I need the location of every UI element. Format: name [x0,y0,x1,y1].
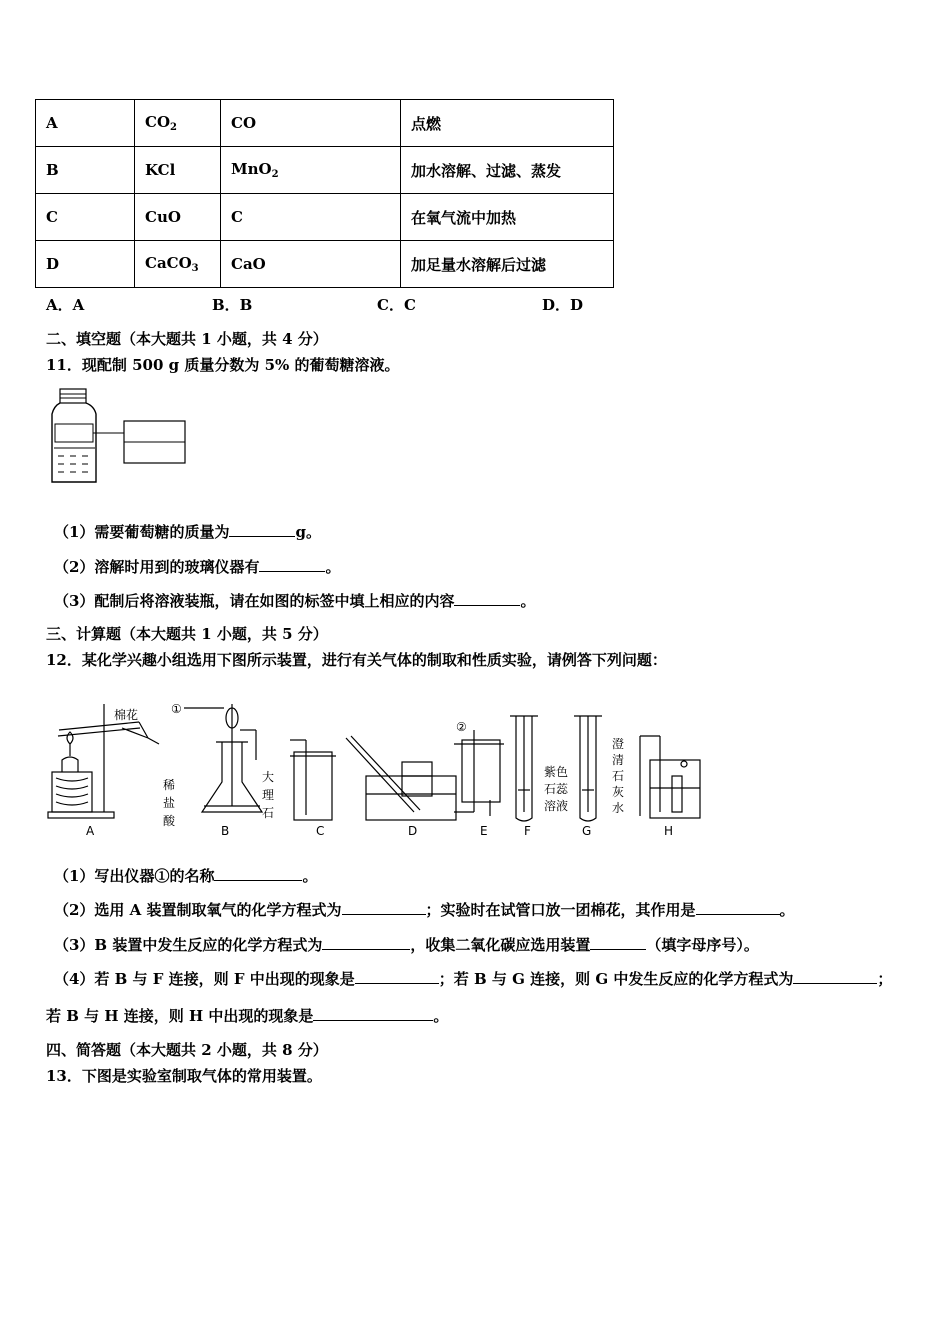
section-title: 四、简答题（本大题共 2 小题，共 8 分） [46,1041,328,1059]
answer-blank[interactable] [313,1006,433,1021]
table-cell: 加足量水溶解后过滤 [401,241,614,288]
label-b: B [221,824,230,838]
q12-part4 [54,968,892,989]
marble-label [262,768,274,822]
table-cell [221,147,401,194]
label-h: H [664,824,674,838]
impurity: CaO [231,255,266,273]
q12-part5-end: 。 [433,1007,449,1025]
q12-part2-end: 。 [779,901,795,919]
table-cell [135,100,221,147]
question-stem: 12．某化学兴趣小组选用下图所示装置，进行有关气体的制取和性质实验，请例答下列问题： [46,651,667,669]
table-cell [135,241,221,288]
litmus-line: 紫色 [544,765,569,779]
table-row [36,241,614,288]
limewater-label [612,736,624,816]
table-cell: B [36,147,135,194]
marble-char: 石 [262,806,275,820]
choice-a: A．A [46,296,85,314]
circle1-label: ① [171,702,182,716]
litmus-line: 石蕊 [544,782,569,796]
lime-char: 澄 [612,737,625,751]
answer-blank[interactable] [355,969,439,984]
choice-b: B．B [212,296,253,314]
lime-char: 石 [612,769,625,783]
litmus-label [544,764,568,815]
table-cell [221,100,401,147]
impurity: MnO [231,160,272,178]
marble-char: 大 [262,770,275,784]
acid-char: 稀 [163,778,176,792]
litmus-line: 溶液 [544,799,569,813]
choice-d: D．D [542,296,584,314]
lime-char: 灰 [612,785,625,799]
answer-blank[interactable] [229,522,295,537]
substance: CaCO [145,254,192,272]
label-d: D [408,824,418,838]
choice-c: C．C [377,296,416,314]
q12-part2 [54,899,795,920]
q12-part1-end: 。 [302,867,318,885]
q12-part4-end: ； [877,970,893,988]
acid-char: 酸 [163,814,176,828]
q12-part3-text: （3）B 装置中发生反应的化学方程式为 [54,936,323,954]
table-cell: C [36,194,135,241]
subscript: 3 [191,263,199,274]
answer-blank[interactable] [259,557,325,572]
q11-part1-text: （1）需要葡萄糖的质量为 [54,523,230,541]
table-cell [135,147,221,194]
answer-blank[interactable] [214,866,302,881]
answer-blank[interactable] [322,935,410,950]
q12-part4-text2: ；若 B 与 G 连接，则 G 中发生反应的化学方程式为 [438,970,794,988]
q11-part2-end: 。 [325,558,341,576]
q12-part2-text2: ；实验时在试管口放一团棉花，其作用是 [425,901,696,919]
label-e: E [480,824,488,838]
table-row [36,194,614,241]
marble-char: 理 [262,788,275,802]
answer-blank[interactable] [696,900,780,915]
circle2-label: ② [456,720,467,734]
substance: CO [145,113,171,131]
table-cell [135,194,221,241]
q12-part1-text: （1）写出仪器①的名称 [54,867,215,885]
question-stem: 13．下图是实验室制取气体的常用装置。 [46,1067,322,1085]
q11-part1-unit: g。 [295,523,321,541]
q12-part1 [54,865,317,886]
q12-part3 [54,934,759,955]
question-stem: 11．现配制 500 g 质量分数为 5% 的葡萄糖溶液。 [46,356,400,374]
impurity: CO [231,114,257,132]
table-cell: 加水溶解、过滤、蒸发 [401,147,614,194]
answer-blank[interactable] [590,935,646,950]
q12-part5-text: 若 B 与 H 连接，则 H 中出现的现象是 [46,1007,314,1025]
table-row [36,147,614,194]
label-f: F [524,824,531,838]
label-c: C [316,824,325,838]
q11-part2 [54,556,340,577]
subscript: 2 [271,169,279,180]
lime-char: 水 [612,801,625,815]
subscript: 2 [170,122,177,133]
lime-char: 清 [612,753,625,767]
answer-blank[interactable] [342,900,426,915]
cotton-label: 棉花 [114,708,139,722]
reagent-bottle-figure [46,386,191,486]
table-cell: D [36,241,135,288]
acid-label [163,776,175,830]
section-title: 三、计算题（本大题共 1 小题，共 5 分） [46,625,328,643]
options-table [35,99,614,288]
impurity: C [231,208,243,226]
answer-blank[interactable] [793,969,877,984]
q12-part5 [46,1005,448,1026]
q12-part3-end: （填字母序号）。 [646,936,759,954]
q11-part3-text: （3）配制后将溶液装瓶，请在如图的标签中填上相应的内容 [54,592,455,610]
substance: KCl [145,161,176,179]
q12-part3-text2: ，收集二氧化碳应选用装置 [410,936,591,954]
q11-part3 [54,590,535,611]
table-cell [221,194,401,241]
label-a: A [86,824,95,838]
q11-part2-text: （2）溶解时用到的玻璃仪器有 [54,558,260,576]
q11-part1 [54,521,321,542]
table-cell [221,241,401,288]
table-row [36,100,614,147]
section-title: 二、填空题（本大题共 1 小题，共 4 分） [46,330,328,348]
answer-blank[interactable] [454,591,520,606]
table-cell: 点燃 [401,100,614,147]
q12-part2-text: （2）选用 A 装置制取氧气的化学方程式为 [54,901,342,919]
label-g: G [582,824,592,838]
table-cell: 在氧气流中加热 [401,194,614,241]
acid-char: 盐 [163,796,176,810]
q11-part3-end: 。 [520,592,536,610]
substance: CuO [145,208,181,226]
q12-part4-text: （4）若 B 与 F 连接，则 F 中出现的现象是 [54,970,355,988]
table-cell: A [36,100,135,147]
